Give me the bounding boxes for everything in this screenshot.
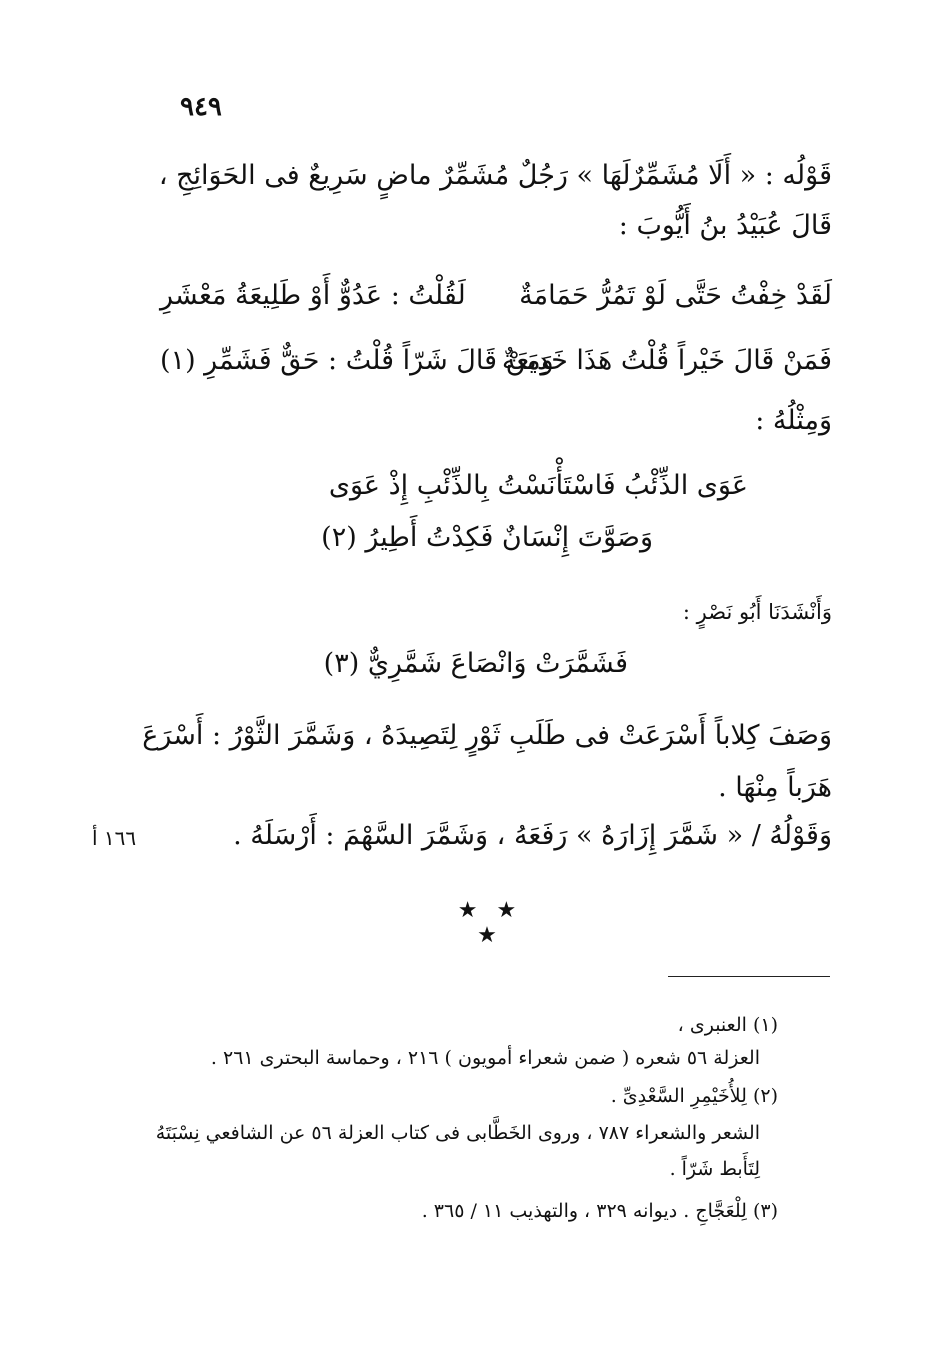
attribution-line: قَالَ عُبَيْدُ بنُ أَيُّوبَ : <box>618 210 832 241</box>
margin-folio-note: ١٦٦ أ <box>92 826 137 850</box>
paragraph-line-1: وَصَفَ كِلاباً أَسْرَعَتْ فى طَلَبِ ثَوْرٍ لِتَصِيدَهُ ، وَشَمَّرَ الثَّوْرُ : أَسْرَعَ <box>142 720 832 751</box>
footnote-2-line-a: (٢) لِلأُخَيْمِرِ السَّعْدِىِّ . <box>610 1085 778 1107</box>
poem-line-1: عَوَى الذِّئْبُ فَاسْتَأْنَسْتُ بِالذِّئْبِ إِذْ عَوَى <box>328 470 748 501</box>
verse2-first-hemistich: فَمَنْ قَالَ خَيْراً قُلْتُ هَذَا خَدِيعَةٌ <box>501 345 832 376</box>
footnote-2-line-b: الشعر والشعراء ٧٨٧ ، وروى الخَطَّابى فى كتاب العزلة ٥٦ عن الشافعي نِسْبَتَهُ <box>155 1122 760 1144</box>
intro-line: قَوْلُه : « أَلَا مُشَمِّرٌلَهَا » رَجُلٌ مُشَمِّرٌ ماضٍ سَرِيعٌ فى الحَوَائِجِ ، <box>158 160 832 191</box>
paragraph-line-2: هَرَباً مِنْهَا . <box>718 772 832 803</box>
section-separator: ★ ★ ★ <box>457 898 523 948</box>
footnote-1-line-a: (١) العنبرى ، <box>677 1014 778 1036</box>
verse2-second-hemistich: وَمَنْ قَالَ شَرّاً قُلْتُ : حَقٌّ فَشَمِّرِ (١) <box>160 345 554 376</box>
verse1-second-hemistich: لَقُلْتُ : عَدُوٌّ أَوْ طَلِيعَةُ مَعْشَرِ <box>160 280 466 311</box>
poem-line-2: وَصَوَّتَ إِنْسَانٌ فَكِدْتُ أَطِيرُ (٢) <box>321 522 653 553</box>
page-number: ٩٤٩ <box>180 92 222 122</box>
anshadana-line: وَأَنْشَدَنَا أَبُو نَصْرٍ : <box>682 600 832 624</box>
footnote-2-line-c: لِتَأَبط شَرّاً . <box>669 1158 760 1180</box>
footnote-3: (٣) لِلْعَجَّاجِ . ديوانه ٣٢٩ ، والتهذيب ١١ / ٣٦٥ . <box>421 1200 778 1222</box>
last-line: وَقَوْلُهُ / « شَمَّرَ إِزَارَهُ » رَفَعَهُ ، وَشَمَّرَ السَّهْمَ : أَرْسَلَهُ . <box>233 820 832 851</box>
footnote-1-line-b: العزلة ٥٦ شعره ( ضمن شعراء أمويون ) ٢١٦ ، وحماسة البحترى ٢٦١ . <box>210 1047 760 1069</box>
verse3-line: فَشَمَّرَتْ وَانْصَاعَ شَمَّرِيٌّ (٣) <box>323 648 628 679</box>
verse1-first-hemistich: لَقَدْ خِفْتُ حَتَّى لَوْ تَمُرُّ حَمَامَةٌ <box>519 280 832 311</box>
footnote-rule <box>668 976 830 977</box>
mithluh-line: وَمِثْلُهُ : <box>755 405 832 436</box>
